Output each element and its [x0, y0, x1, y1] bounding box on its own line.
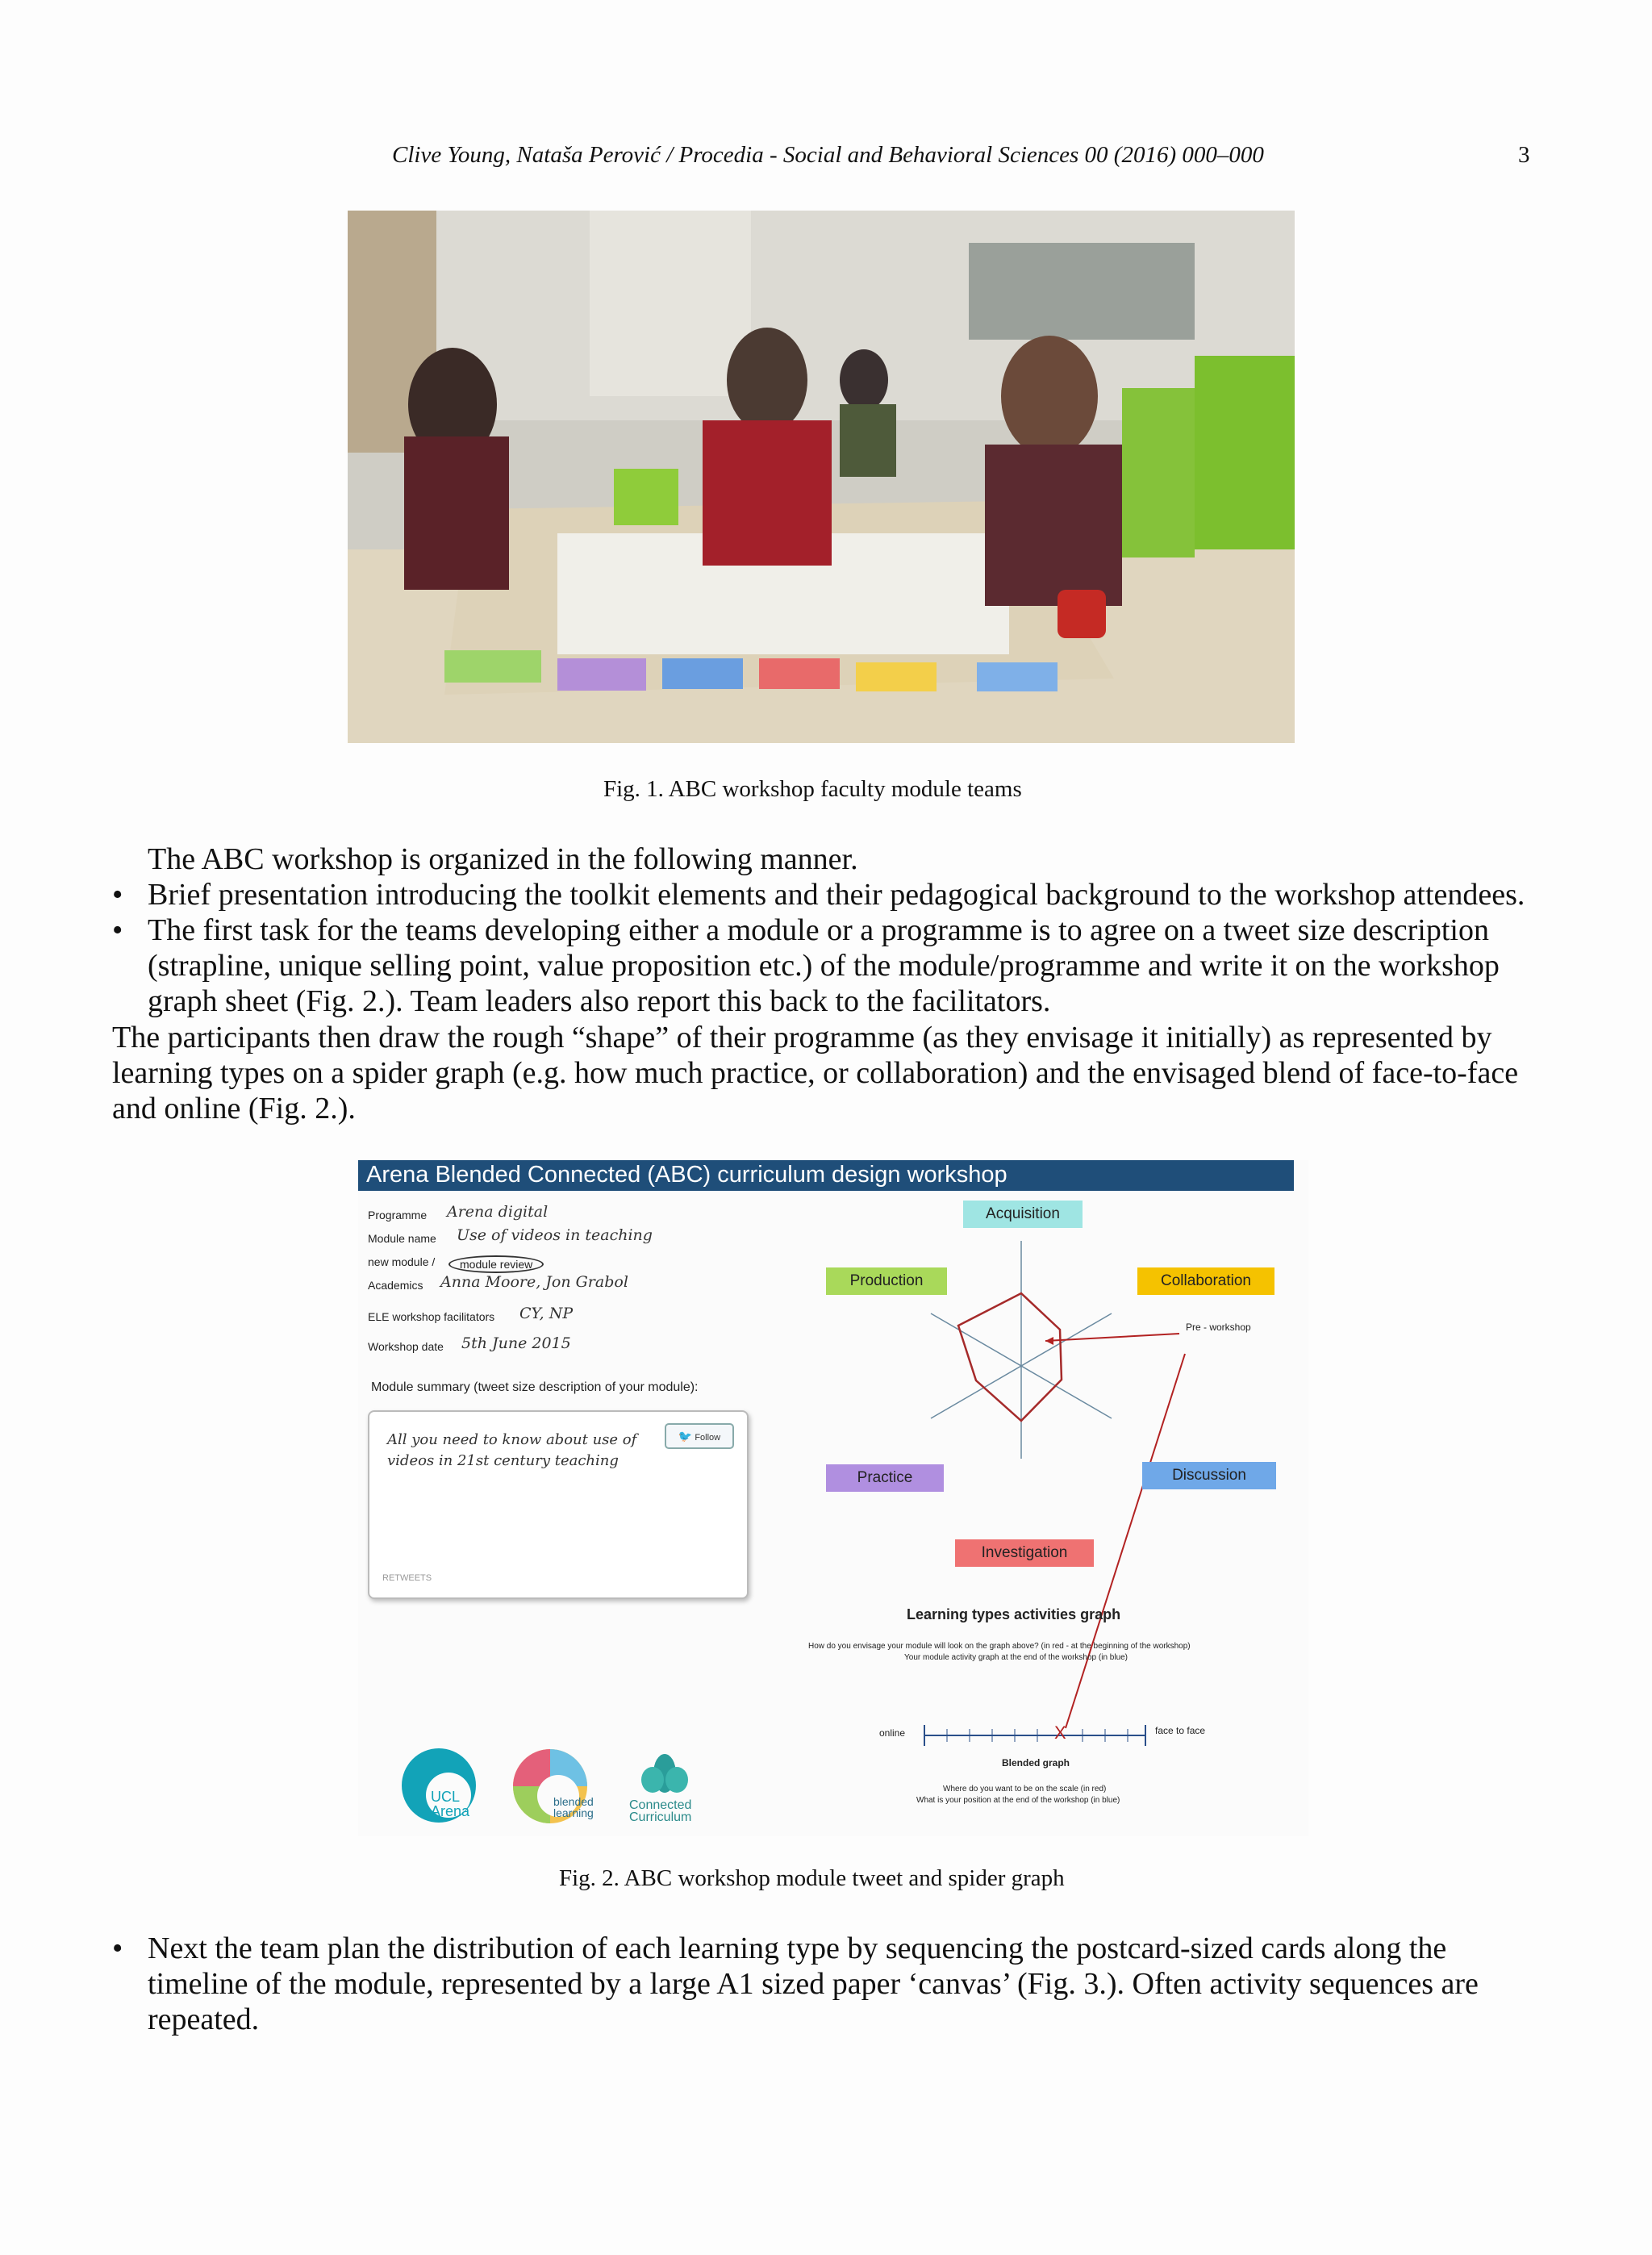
bullet-dot: • [112, 878, 123, 912]
bullet-dot: • [112, 913, 123, 947]
intro-paragraph: The ABC workshop is organized in the following manner. [148, 842, 858, 876]
academics-value: Anna Moore, Jon Grabol [440, 1273, 628, 1291]
bullet-dot: • [112, 1931, 123, 1965]
pre-workshop-shape [958, 1293, 1062, 1421]
blend-online-label: online [879, 1727, 906, 1739]
bullet-list-2 [112, 1931, 1500, 2037]
fig2-caption: Fig. 2. ABC workshop module tweet and spider graph [559, 1865, 1065, 1891]
facilitators-label: ELE workshop facilitators [368, 1310, 495, 1323]
blend-face-to-face-label: face to face [1155, 1725, 1206, 1736]
follow-label: Follow [695, 1433, 721, 1443]
spider-axes [931, 1241, 1112, 1459]
blended-learning-logo-text [553, 1796, 594, 1819]
pre-workshop-arrowhead [1045, 1337, 1053, 1345]
learning-type-practice: Practice [826, 1464, 944, 1492]
page-number: 3 [1518, 142, 1530, 168]
connected-text: Connected [629, 1798, 692, 1812]
fig2-banner-title: Arena Blended Connected (ABC) curriculum design workshop [366, 1162, 1007, 1188]
facilitators-value: CY, NP [519, 1305, 574, 1322]
module-summary-label: Module summary (tweet size description of your module): [371, 1380, 699, 1394]
tweet-text-line2: videos in 21st century teaching [387, 1452, 619, 1469]
running-head: Clive Young, Nataša Perović / Procedia - Social and Behavioral Sciences 00 (2016) 000–000 [392, 142, 1264, 168]
list-item [112, 877, 1532, 912]
retweets-label: RETWEETS [382, 1573, 432, 1583]
twitter-bird-icon: 🐦 [678, 1430, 693, 1443]
pre-workshop-label: Pre - workshop [1186, 1322, 1251, 1333]
participants-paragraph: The participants then draw the rough “shape” of their programme (as they envisage it initially) as represented by learning types on a spider graph (e.g. how much practice, or collaboration) and the envisaged blend of face-to-face and online (Fig. 2.). [112, 1021, 1519, 1125]
graph-title: Learning types activities graph [907, 1606, 1121, 1622]
fig2-worksheet [358, 1160, 1308, 1836]
curriculum-text: Curriculum [629, 1810, 692, 1824]
list-item-text: Next the team plan the distribution of each learning type by sequencing the postcard-sized cards along the timeline of the module, represented by a large A1 sized paper ‘canvas’ (Fig. 3.). Often activity sequences are repeated. [148, 1931, 1479, 2036]
tweet-text-line1: All you need to know about use of [387, 1431, 637, 1448]
learning-type-acquisition: Acquisition [963, 1201, 1083, 1228]
blend-marker: X [1054, 1723, 1066, 1743]
workshop-date-label: Workshop date [368, 1340, 444, 1353]
blend-note-1: Where do you want to be on the scale (in red) [943, 1785, 1107, 1794]
programme-value: Arena digital [447, 1203, 549, 1221]
bullet-list-1 [112, 877, 1532, 1019]
fig1-caption: Fig. 1. ABC workshop faculty module teams [603, 776, 1022, 802]
learning-text: learning [553, 1806, 594, 1819]
module-name-value: Use of videos in teaching [457, 1226, 653, 1244]
ucl-arena-logo-text [431, 1789, 469, 1819]
programme-label: Programme [368, 1209, 428, 1221]
fig1-photo-illustration [348, 211, 1295, 743]
learning-type-production: Production [826, 1267, 947, 1295]
new-module-label: new module / [368, 1255, 436, 1268]
connected-curriculum-logo-text [629, 1799, 691, 1823]
graph-note-1: How do you envisage your module will look on the graph above? (in red - at the beginning of the workshop) [808, 1642, 1191, 1651]
blend-title: Blended graph [1002, 1757, 1070, 1769]
list-item-text: Brief presentation introducing the toolkit elements and their pedagogical background to the workshop attendees. [148, 878, 1525, 912]
fig1-photo [348, 211, 1295, 743]
blend-note-2: What is your position at the end of the workshop (in blue) [916, 1796, 1120, 1805]
connected-curriculum-logo [636, 1749, 693, 1798]
workshop-date-value: 5th June 2015 [461, 1334, 571, 1352]
learning-type-discussion: Discussion [1142, 1462, 1276, 1489]
pre-workshop-arrow [1045, 1334, 1179, 1341]
module-name-label: Module name [368, 1232, 436, 1245]
list-item [112, 912, 1532, 1019]
learning-type-investigation: Investigation [955, 1539, 1094, 1567]
arena-text: Arena [431, 1803, 470, 1819]
learning-type-collaboration: Collaboration [1137, 1267, 1274, 1295]
blended-text: blended [553, 1795, 594, 1808]
module-review-label: module review [448, 1255, 544, 1273]
academics-label: Academics [368, 1279, 423, 1292]
list-item [112, 1931, 1500, 2037]
graph-note-2: Your module activity graph at the end of the workshop (in blue) [904, 1653, 1128, 1662]
list-item-text: The first task for the teams developing either a module or a programme is to agree on a tweet size description (strapline, unique selling point, value proposition etc.) of the module/programme and write it on the workshop graph sheet (Fig. 2.). Team leaders also report this back to the facilitators. [148, 913, 1500, 1018]
ucl-text: UCL [431, 1789, 461, 1805]
